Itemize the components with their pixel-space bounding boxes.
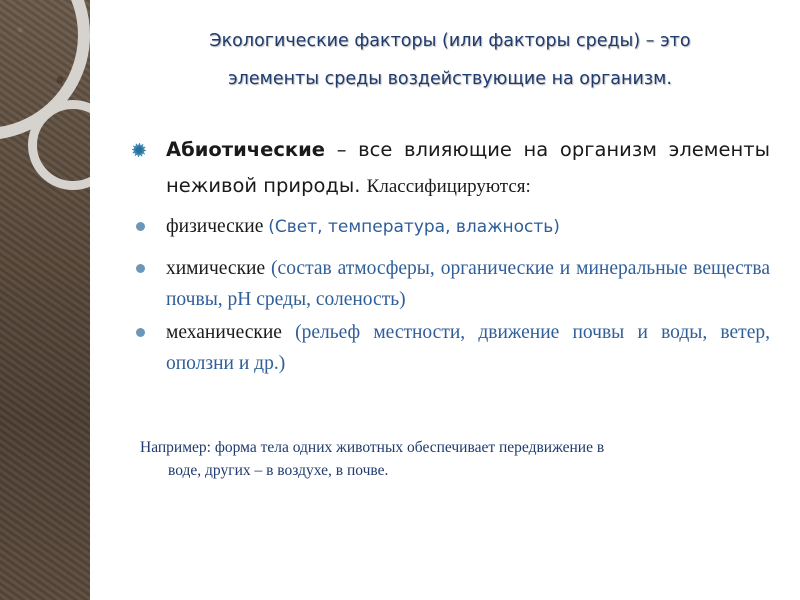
bullet-icon — [136, 264, 145, 273]
decorative-side-strip — [0, 0, 90, 600]
abiotic-text: – все влияющие на организм элементы неживой природы. — [166, 138, 770, 197]
item-label: химические — [166, 258, 272, 279]
abiotic-tail: Классифицируются: — [366, 176, 531, 197]
item-detail: (состав атмосферы, органические и минеральные вещества почвы, pH среды, соленость) — [166, 258, 770, 310]
example-note — [140, 436, 772, 482]
list-item-chemical — [130, 253, 770, 315]
sun-bullet-icon — [132, 143, 146, 157]
bullet-icon — [136, 328, 145, 337]
item-detail: (рельеф местности, движение почвы и воды, ветер, оползни и др.) — [166, 322, 770, 374]
example-line-2: воде, других – в воздухе, в почве. — [168, 462, 389, 479]
item-label: физические — [166, 216, 269, 237]
title-line-2: элементы среды воздействующие на организм. — [228, 69, 672, 89]
title-line-1: Экологические факторы (или факторы среды) – это — [209, 31, 691, 51]
slide-title — [110, 22, 790, 98]
item-label: механические — [166, 322, 296, 343]
slide-content — [130, 132, 770, 379]
list-item-physical — [130, 211, 770, 243]
list-item-mechanical — [130, 317, 770, 379]
item-detail: (Свет, температура, влажность) — [268, 217, 560, 237]
example-line-1: Например: форма тела одних животных обеспечивает передвижение в — [140, 439, 605, 456]
bullet-icon — [136, 222, 145, 231]
abiotic-term: Абиотические — [166, 138, 326, 161]
abiotic-paragraph — [130, 132, 770, 205]
